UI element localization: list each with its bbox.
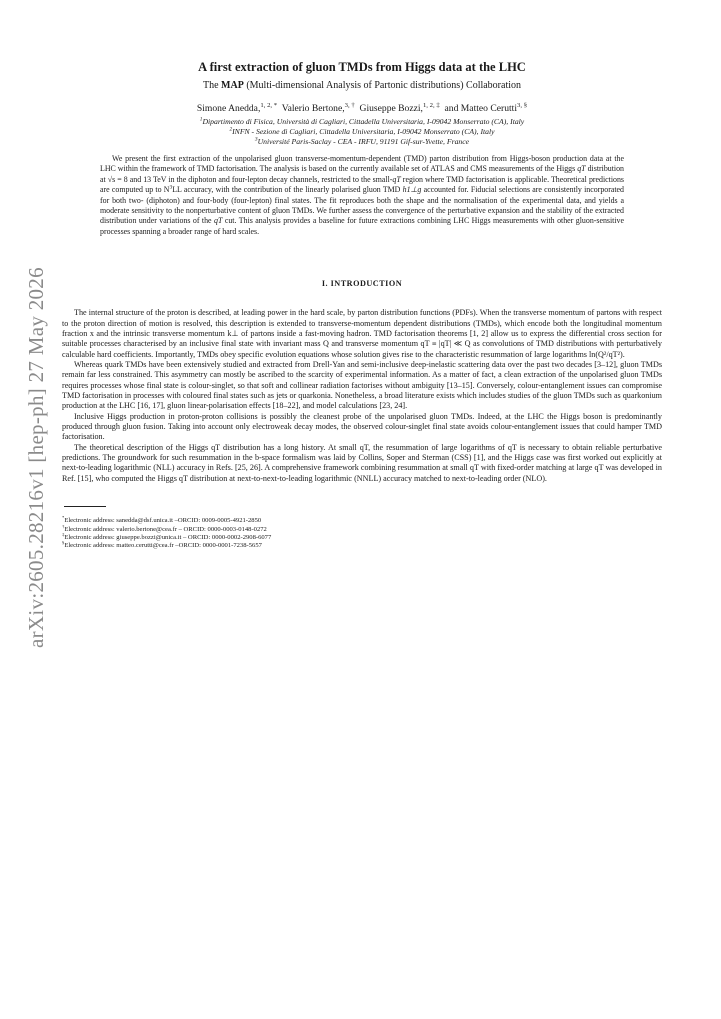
author-name: Valerio Bertone, [281, 103, 345, 114]
author [360, 103, 440, 114]
author-marks: 3, † [344, 101, 355, 109]
footnote-mark: ‡ [62, 531, 65, 537]
abstract-text: We present the first extraction of the unpolarised gluon transverse-momentum-dependent (TMD) parton distribution from Higgs-boson production data at the LHC within the framework of TMD factorisation. The analysis is based on the currently available set of ATLAS and CMS measurements of the Higgs [100, 154, 624, 174]
footnote-mark: * [62, 514, 65, 520]
abstract-text: region where TMD factorisation is applicable. Theoretical predictions are computed up to N [100, 174, 624, 195]
footnote [62, 523, 662, 534]
affiliation-list [62, 117, 662, 147]
abstract-text: cut. This analysis provides a baseline for future extractions combining LHC Higgs measurements with other gluon-sensitive processes spanning a broader range of hard scales. [100, 216, 625, 236]
body-text [62, 308, 662, 484]
abstract-text: accounted for. Fiducial selections are consistently incorporated for both two- (diphoton) and four-body (four-lepton) final states. The fit reproduces both the shape and the normalisation of the experimental data, and yields a moderate sensitivity to the nonperturbative content of gluon TMDs. We further assess the convergence of the perturbative expansion and the stability of the extracted distribution under variations of the [100, 185, 624, 226]
section-heading-introduction: I. INTRODUCTION [321, 279, 403, 289]
footnote-text: Electronic address: valerio.bertone@cea.fr – ORCID: 0000-0003-0148-0272 [64, 525, 267, 533]
footnote-mark: § [62, 540, 65, 546]
author-list [62, 103, 662, 114]
footnote [62, 514, 662, 525]
author-marks: 1, 2, ‡ [422, 101, 440, 109]
collaboration-suffix: (Multi-dimensional Analysis of Partonic distributions) Collaboration [243, 80, 522, 91]
abstract-text: LL accuracy, with the contribution of the linearly polarised gluon TMD [172, 185, 403, 195]
body-paragraph: Inclusive Higgs production in proton-proton collisions is possibly the cleanest probe of the unpolarised gluon TMDs. Indeed, at the LHC the Higgs boson is predominantly produced through gluon fusion. Taking into account only electroweak decay modes, the observed colour-singlet final state avoids colour-entanglement issues that could hamper TMD factorisation. [62, 411, 662, 442]
footnote-mark: † [62, 523, 65, 529]
body-paragraph: The internal structure of the proton is described, at leading power in the hard scale, by parton distribution functions (PDFs). When the transverse momentum of partons with respect to the proton direction of motion is resolved, this description is extended to transverse-momentum dependent distributions (TMDs), which encode both the longitudinal momentum fraction x and the intrinsic transverse momentum k⊥ of partons inside a fast-moving hadron. TMD factorisation theorems [1, 2] allow us to express the differential cross section for suitable processes characterised by an inclusive final state with invariant mass Q and transverse momentum qT ≡ |qT| ≪ Q as convolutions of TMD distributions with perturbatively calculable hard coefficients. Importantly, TMDs obey specific evolution equations whose solution gives rise to the characteristic resummation of large logarithms ln(Q²/qT²). [62, 308, 662, 359]
math-qt: qT [214, 216, 223, 226]
abstract-paragraph [100, 154, 624, 237]
author-marks: 1, 2, * [260, 101, 278, 109]
author [445, 103, 528, 114]
author-marks: 3, § [517, 101, 528, 109]
affiliation-mark: 3 [254, 136, 258, 143]
arxiv-identifier-stamp [22, 267, 50, 650]
math-h1-perp-g: h1⊥g [402, 185, 422, 195]
affiliation-text: Dipartimento di Fisica, Università di Cagliari, Cittadella Universitaria, I-09042 Monserrato (CA), Italy [202, 117, 525, 126]
collaboration-line [62, 80, 662, 91]
math-qt: qT [392, 174, 401, 184]
author [282, 103, 355, 114]
affiliation [62, 127, 662, 137]
paper-page [62, 60, 662, 551]
paper-title: A first extraction of gluon TMDs from Higgs data at the LHC [198, 60, 526, 74]
abstract [100, 154, 624, 237]
math-qt: qT [577, 164, 586, 174]
body-paragraph: Whereas quark TMDs have been extensively studied and extracted from Drell-Yan and semi-inclusive deep-inelastic scattering data over the past two decades [3–12], gluon TMDs remain far less constrained. This asymmetry can mostly be ascribed to the scarcity of experimental information. As a matter of fact, a clean extraction of the unpolarised gluon TMDs requires processes whose final state is colour-singlet, so that soft and collinear radiation factorises without ambiguity [13–15]. Conversely, colour-entanglement issues can compromise TMD factorisation in processes with coloured final states such as jets or quarkonia. Nonetheless, a broad literature exists which includes studies of the gluon TMDs such as quarkonium production at the LHC [16, 17], gluon linear-polarisation effects [18–22], and model calculations [23, 24]. [62, 359, 662, 411]
abstract-text: √s = 8 and 13 TeV in the diphoton and four-lepton decay channels, restricted to the small- [107, 174, 393, 184]
footnote-text: Electronic address: sanedda@dsf.unica.it –ORCID: 0009-0005-4921-2850 [64, 517, 262, 525]
arxiv-id-text: arXiv:2605.28216v1 [hep-ph] 27 May 2026 [24, 267, 48, 648]
author-name: and Matteo Cerutti [444, 103, 517, 114]
footnote-text: Electronic address: giuseppe.bozzi@unica.it – ORCID: 0000-0002-2908-6077 [64, 533, 272, 541]
affiliation [62, 117, 662, 127]
abstract-text: distribution at [100, 164, 624, 184]
author [197, 103, 277, 114]
author-name: Simone Anedda, [196, 103, 261, 114]
collaboration-acronym: MAP [221, 80, 244, 91]
affiliation-text: INFN - Sezione di Cagliari, Cittadella Universitaria, I-09042 Monserrato (CA), Italy [232, 127, 495, 136]
affiliation-text: Université Paris-Saclay - CEA - IRFU, 91191 Gif-sur-Yvette, France [257, 137, 470, 146]
body-paragraph: The theoretical description of the Higgs qT distribution has a long history. At small qT, the resummation of large logarithms of qT is necessary to obtain reliable perturbative predictions. The groundwork for such resummation in the b-space formalism was laid by Collins, Soper and Sterman (CSS) [1], and the Higgs case was first worked out explicitly at next-to-leading logarithmic (NLL) accuracy in Refs. [25, 26]. A comprehensive framework combining resummation at small qT with fixed-order matching at large qT was developed in Ref. [15], who computed the Higgs qT distribution at next-to-next-to-leading logarithmic (NNLL) accuracy matched to next-to-leading order (NLO). [62, 442, 662, 483]
collaboration-prefix: The [202, 80, 222, 91]
footnote-divider [64, 506, 106, 507]
affiliation-mark: 1 [199, 116, 203, 123]
footnote [62, 542, 662, 550]
author-name: Giuseppe Bozzi, [359, 103, 423, 114]
math-superscript: 3 [169, 184, 173, 191]
footnotes [62, 514, 662, 551]
affiliation [62, 137, 662, 147]
affiliation-mark: 2 [229, 126, 233, 133]
footnote-text: Electronic address: matteo.cerutti@cea.fr –ORCID: 0000-0001-7238-5657 [64, 542, 262, 550]
